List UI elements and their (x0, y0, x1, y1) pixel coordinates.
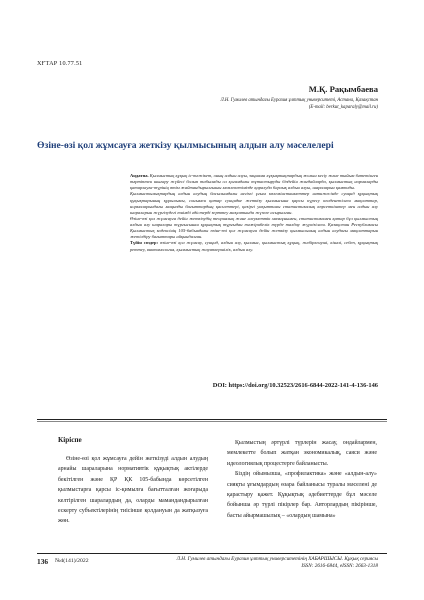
body-column-left (58, 454, 208, 527)
journal-issn: ISSN: 2616-6844, eISSN: 2663-1318 (301, 563, 378, 569)
footer-divider (37, 553, 387, 554)
author-name: М.Қ. Рақымбаева (308, 84, 378, 94)
article-title: Өзіне-өзі қол жұмсауға жеткізу қылмысының алдын алу мәселелері (37, 140, 334, 151)
author-affiliation (220, 97, 378, 111)
keywords (130, 240, 378, 252)
keywords-text: өзіне-өзі қол жұмсау, суицид, алдын алу, қылмыс, қылмыстық құқық, жәбірленуші, кінәлі, себеп, құқықтық реттеу, виктимология, қылмыстық жауапкершілік, алдын алу. (130, 240, 379, 252)
abstract-paragraph-2: Қылмыстылықтардың алдын алудың басылымдағы негізгі ұғым көлемінстанметтер нәтижесінде суицид құқықтық құқықтарының құрылымы, сонымен қатар суицидке жеткізу қылмысына қарсы күресу көлденетілген мақсаттар, нормаларындағы маңызды бағыттардың қасиеттері, қазіргі уақыттағы статистикалық көрсеткіштер мен алдын алу шараларын жүргізудегі тиімді әдістерді зерттеу мақсатында жүзеге асырылған. (130, 191, 378, 215)
page-number: 136 (37, 557, 49, 566)
intro-heading: Кіріспе (58, 436, 82, 444)
classification-code: ХҒТАР 10.77.51 (37, 60, 83, 67)
abstract-paragraph-3: Өзіне-өзі қол жұмсауға дейін жеткізудің теориялық және әлеуметтік мазмұнымен, статистикамен қатар бұл қылмыстың алдын алу шаралары тұрғысынан құқықтық тұрғыдан тәжірибелік түрде талдау жүргізілген. Қазақстан Республикасы Қылмыстық кодексінің 105-бабындағы өзіне-өзі қол жұмсауға дейін жеткізу қылмысының алдын алудағы мақсаттарын жетілдіру бағыттары айқындалған. (130, 215, 378, 240)
doi-link[interactable]: DOI: https://doi.org/10.32523/2616-6844-2022-141-4-136-146 (212, 382, 378, 389)
body-column-right (227, 438, 377, 521)
issue-number: №4(141)/2022 (55, 558, 89, 564)
abstract (130, 173, 378, 253)
journal-title: Л.Н. Гумилев атындағы Еуразия ұлттық университетінің ХАБАРШЫСЫ. Құқық сериясы (176, 556, 378, 562)
keywords-label: Түйін сөздер: (130, 240, 159, 246)
affiliation-text: Л.Н. Гумилев атындағы Еуразия ұлттық университеті, Астана, Қазақстан (220, 98, 378, 103)
body-paragraph: Өзіне-өзі қол жұмсауға дейін жеткізуді алдын алудың арнайы шараларына нормативтік құқықтық актілерде бекітілген және ҚР ҚК 105-бабында көрсетілген қылмыстарға қарсы іс-қимылға бағытталған жоғарыда келтірілген шаралардың да, оларды мамандандырылған ескерту субъектілерінің тиісінше қолдануын да жатқызуға жөн. (58, 456, 208, 525)
abstract-text-1: Қылмыстық құқық іс-тәжікет, оның алдын алуы, заңнама хұқықтықтардың жолын кесіу және тыйым бәтетінген тәртіптен шығару жүйесі болып табылады ол қоғамдағы тұтастыруды біздейін жағдайларда, қылмыстық нормаларды қатарлауға-түрінің өтім жайтандырылғышы мемлекетімізде қаралуда барлық алдын алуы, шараларын қамтиды. (130, 173, 378, 191)
abstract-paragraph-1 (130, 173, 378, 191)
body-paragraph: Біздің ойымызша, «профилактика» және «алдын-алу» сияқты ұғымдардың өзара байланысы туралы мәселені де қарастыру қажет. Құқықтық әдебиеттерде бұл мәселе бойынша әр түрлі пікірлер бар. Авторлардың пікірінше, басты айырмашылық – «олардың шамына» (227, 471, 377, 519)
section-divider (37, 419, 387, 420)
author-email: (E-mail: berkut_kaparaly@mail.ru) (308, 105, 378, 110)
abstract-label: Аңдатпа. (130, 173, 149, 178)
journal-info (128, 556, 378, 570)
body-paragraph: Қылмыстың әртүрлі түрлерін жасау, ондайлармен, мемлекетте болып жатқан экономикалық, саяси және идеологиялық процестерге байланысты. (227, 440, 377, 467)
